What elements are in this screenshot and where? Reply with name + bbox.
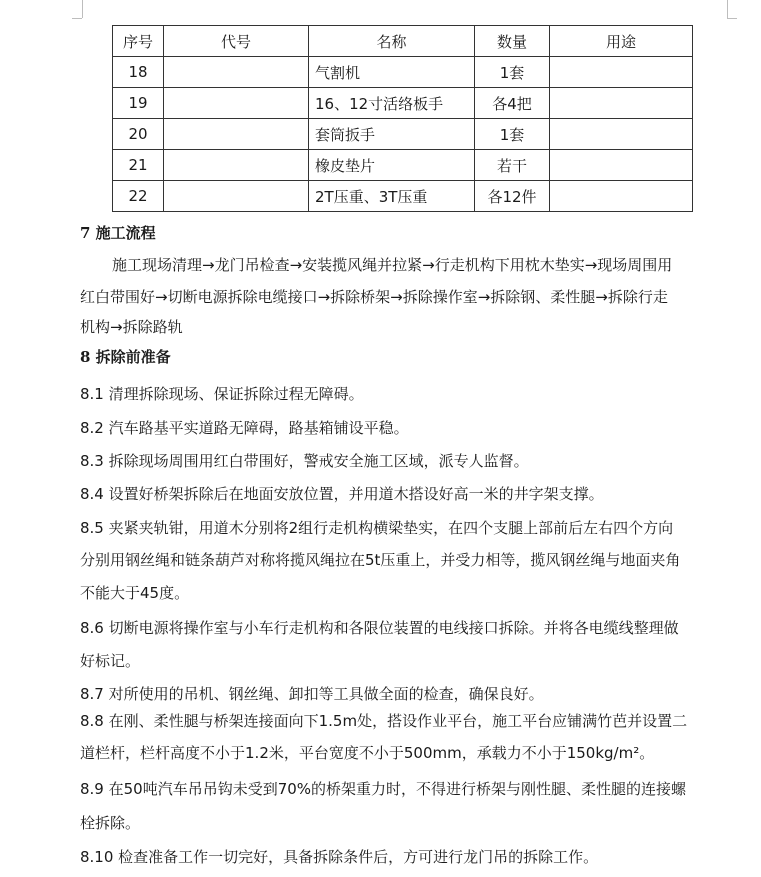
section-8-item: 8.4 设置好桥架拆除后在地面安放位置，并用道木搭设好高一米的井字架支撑。 (80, 485, 604, 503)
section-8-item: 8.1 清理拆除现场、保证拆除过程无障碍。 (80, 385, 364, 403)
section-8-item: 不能大于45度。 (80, 584, 190, 602)
section-7-line: 红白带围好→切断电源拆除电缆接口→拆除桥架→拆除操作室→拆除钢、柔性腿→拆除行走 (80, 288, 668, 306)
table-header-row (113, 26, 693, 57)
section-8-item: 8.5 夹紧夹轨钳，用道木分别将2组行走机构横梁垫实，在四个支腿上部前后左右四个方向 (80, 519, 674, 537)
cell-qty: 若干 (475, 150, 550, 181)
table-row (113, 88, 693, 119)
tools-table (112, 25, 693, 212)
section-8-item: 8.9 在50吨汽车吊吊钩未受到70%的桥架重力时，不得进行桥架与刚性腿、柔性腿的连接螺 (80, 780, 687, 798)
section-8-item: 8.8 在刚、柔性腿与桥架连接面向下1.5m处，搭设作业平台，施工平台应铺满竹芭并设置二 (80, 712, 688, 730)
section-7-line: 机构→拆除路轨 (80, 318, 183, 336)
header-use: 用途 (550, 26, 693, 57)
cell-use (550, 88, 693, 119)
cell-seq: 20 (113, 119, 164, 150)
cell-use (550, 181, 693, 212)
header-code: 代号 (164, 26, 309, 57)
cell-seq: 22 (113, 181, 164, 212)
cell-name: 2T压重、3T压重 (309, 181, 475, 212)
section-8-item: 8.3 拆除现场周围用红白带围好，警戒安全施工区域，派专人监督。 (80, 452, 529, 470)
header-qty: 数量 (475, 26, 550, 57)
header-seq: 序号 (113, 26, 164, 57)
section-8-item: 好标记。 (80, 652, 141, 670)
section-8-item: 分别用钢丝绳和链条葫芦对称将揽风绳拉在5t压重上，并受力相等，揽风钢丝绳与地面夹角 (80, 551, 681, 569)
cell-use (550, 119, 693, 150)
cell-qty: 各12件 (475, 181, 550, 212)
cell-name: 16、12寸活络板手 (309, 88, 475, 119)
table-row (113, 150, 693, 181)
section-7-line: 施工现场清理→龙门吊检查→安装揽风绳并拉紧→行走机构下用枕木垫实→现场周围用 (112, 256, 673, 274)
header-name: 名称 (309, 26, 475, 57)
section-8-item: 8.6 切断电源将操作室与小车行走机构和各限位装置的电线接口拆除。并将各电缆线整理做 (80, 619, 679, 637)
section-8-item: 道栏杆，栏杆高度不小于1.2米，平台宽度不小于500mm，承载力不小于150kg/m²。 (80, 744, 655, 762)
cell-code (164, 57, 309, 88)
cell-name: 气割机 (309, 57, 475, 88)
cell-seq: 18 (113, 57, 164, 88)
section-8-item: 8.7 对所使用的吊机、钢丝绳、卸扣等工具做全面的检查，确保良好。 (80, 685, 544, 703)
table-row (113, 119, 693, 150)
section-8-item: 8.10 检查准备工作一切完好，具备拆除条件后，方可进行龙门吊的拆除工作。 (80, 848, 599, 866)
section-7-heading: 7 施工流程 (80, 224, 156, 242)
cell-code (164, 88, 309, 119)
cell-qty: 1套 (475, 119, 550, 150)
cell-name: 套筒扳手 (309, 119, 475, 150)
crop-mark-left-h (72, 18, 82, 19)
crop-mark-right-h (727, 18, 737, 19)
cell-seq: 19 (113, 88, 164, 119)
table-row (113, 181, 693, 212)
cell-code (164, 119, 309, 150)
table-row (113, 57, 693, 88)
cell-name: 橡皮垫片 (309, 150, 475, 181)
cell-qty: 各4把 (475, 88, 550, 119)
cell-seq: 21 (113, 150, 164, 181)
cell-use (550, 150, 693, 181)
cell-qty: 1套 (475, 57, 550, 88)
section-8-item: 栓拆除。 (80, 814, 141, 832)
crop-mark-right (727, 0, 728, 18)
cell-use (550, 57, 693, 88)
section-8-item: 8.2 汽车路基平实道路无障碍，路基箱铺设平稳。 (80, 419, 409, 437)
cell-code (164, 181, 309, 212)
crop-mark-left (82, 0, 83, 18)
cell-code (164, 150, 309, 181)
section-8-heading: 8 拆除前准备 (80, 348, 171, 366)
